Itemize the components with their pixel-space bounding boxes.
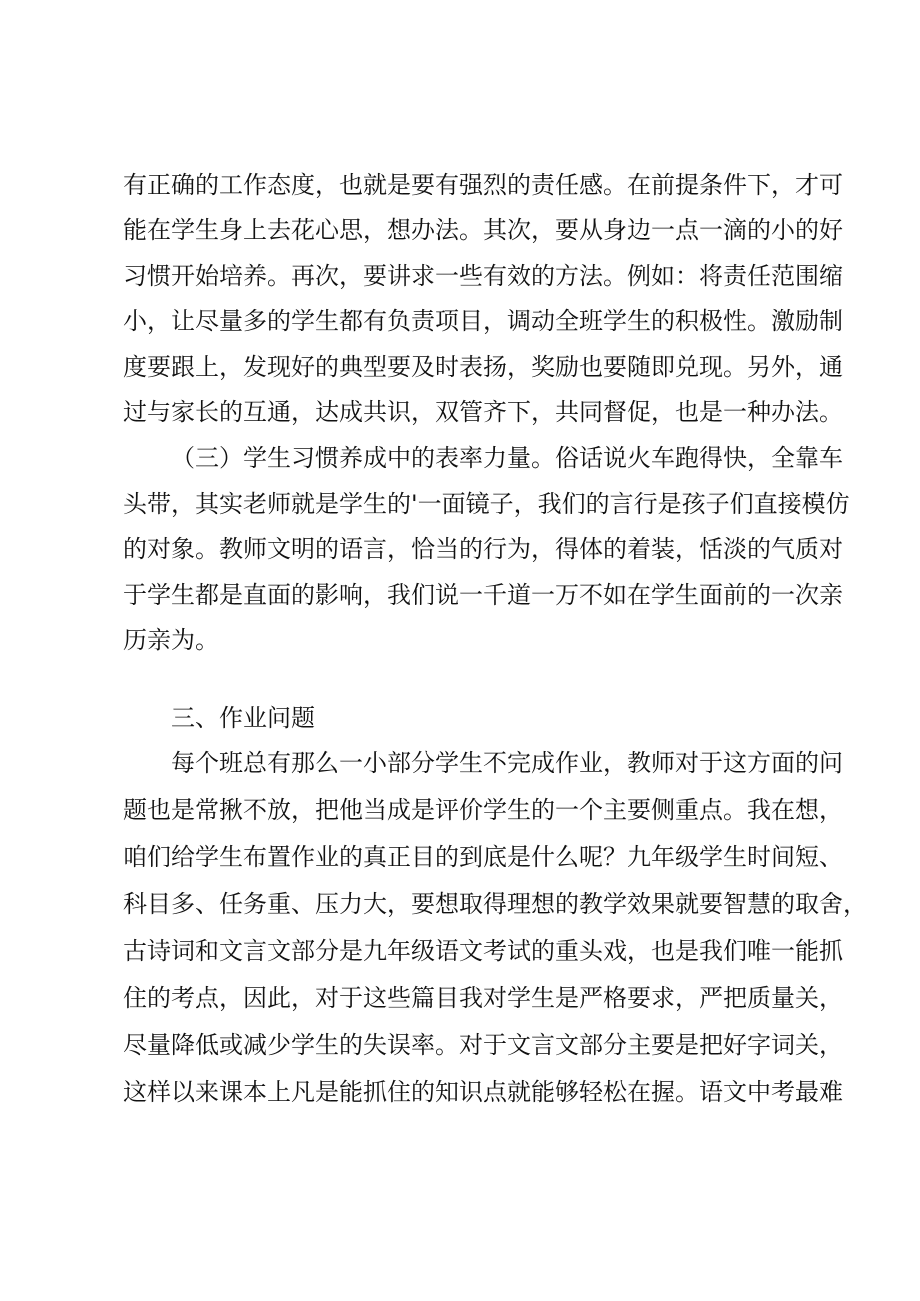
paragraph-2-line-3	[0, 529, 920, 569]
text-line: 能在学生身上去花心思，想办法。其次，要从身边一点一滴的小的好	[123, 216, 843, 244]
paragraph-1-line-2	[0, 210, 920, 250]
text-line: 习惯开始培养。再次，要讲求一些有效的方法。例如：将责任范围缩	[123, 262, 843, 290]
paragraph-3-line-6	[0, 978, 920, 1018]
text-line: 这样以来课本上凡是能抓住的知识点就能够轻松在握。语文中考最难	[123, 1078, 843, 1106]
paragraph-2-line-5	[0, 620, 920, 660]
paragraph-3-line-7	[0, 1025, 920, 1065]
paragraph-3-line-5	[0, 931, 920, 971]
section-heading	[0, 698, 920, 738]
text-line: 古诗词和文言文部分是九年级语文考试的重头戏，也是我们唯一能抓	[123, 937, 843, 965]
text-line: 小，让尽量多的学生都有负责项目，调动全班学生的积极性。激励制	[123, 307, 843, 335]
paragraph-1-line-5	[0, 347, 920, 387]
text-line: 每个班总有那么一小部分学生不完成作业，教师对于这方面的问	[171, 749, 843, 777]
paragraph-2-line-2	[0, 484, 920, 524]
text-line: 的对象。教师文明的语言，恰当的行为，得体的着装，恬淡的气质对	[123, 535, 843, 563]
paragraph-3-line-2	[0, 790, 920, 830]
paragraph-1-line-3	[0, 256, 920, 296]
paragraph-3-line-1	[0, 743, 920, 783]
text-line: 尽量降低或减少学生的失误率。对于文言文部分主要是把好字词关，	[123, 1031, 843, 1059]
paragraph-1-line-1	[0, 165, 920, 205]
text-line: 于学生都是直面的影响，我们说一千道一万不如在学生面前的一次亲	[123, 581, 843, 609]
text-line: 度要跟上，发现好的典型要及时表扬，奖励也要随即兑现。另外，通	[123, 353, 843, 381]
text-line: 科目多、任务重、压力大，要想取得理想的教学效果就要智慧的取舍，	[123, 890, 867, 918]
paragraph-1-line-4	[0, 301, 920, 341]
text-line: 咱们给学生布置作业的真正目的到底是什么呢？九年级学生时间短、	[123, 843, 843, 871]
text-line: 有正确的工作态度，也就是要有强烈的责任感。在前提条件下，才可	[123, 171, 843, 199]
text-line: 历亲为。	[123, 626, 219, 654]
text-line: 头带，其实老师就是学生的'一面镜子，我们的言行是孩子们直接模仿	[123, 490, 850, 518]
paragraph-3-line-3	[0, 837, 920, 877]
section-heading-text: 三、作业问题	[171, 704, 315, 732]
text-line: 过与家长的互通，达成共识，双管齐下，共同督促，也是一种办法。	[123, 398, 843, 426]
paragraph-1-line-6	[0, 392, 920, 432]
text-line: 题也是常揪不放，把他当成是评价学生的一个主要侧重点。我在想，	[123, 796, 843, 824]
text-line: （三）学生习惯养成中的表率力量。俗话说火车跑得快，全靠车	[171, 444, 843, 472]
paragraph-2-line-4	[0, 575, 920, 615]
paragraph-2-line-1	[0, 438, 920, 478]
text-line: 住的考点，因此，对于这些篇目我对学生是严格要求，严把质量关，	[123, 984, 843, 1012]
paragraph-3-line-8	[0, 1072, 920, 1112]
paragraph-3-line-4	[0, 884, 920, 924]
